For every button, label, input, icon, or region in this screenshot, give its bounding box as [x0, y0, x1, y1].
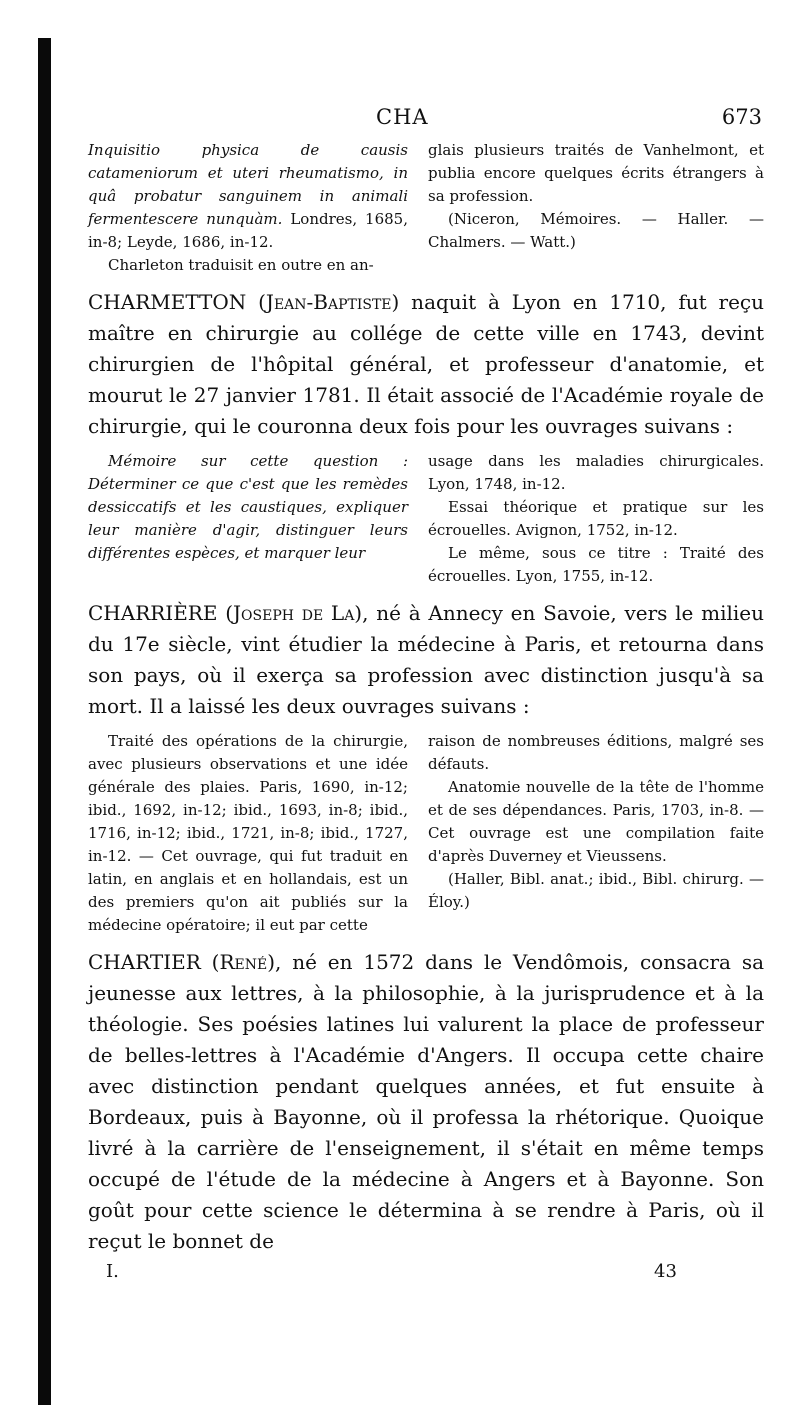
charmetton-work-2: Essai théorique et pratique sur les écrouelles. Avignon, 1752, in-12.: [428, 498, 764, 539]
entry-text: , né en 1572 dans le Vendômois, consacra sa jeunesse aux lettres, à la philosophie, à la jurisprudence et à la théologie. Ses poésies latines lui valurent la place de professeur de belles-lettres à l'Académie d'Angers. Il occupa cette chaire avec distinction pendant quelques années, et fut ensuite à Bordeaux, puis à Bayonne, où il professa la rhétorique. Quoique livré à la carrière de l'enseignement, il s'était en même temps occupé de l'étude de la médecine à Angers et à Bayonne. Son goût pour cette science le détermina à se rendre à Paris, où il reçut le bonnet de: [88, 950, 765, 1253]
charriere-work-1-cont: raison de nombreuses éditions, malgré ses défauts.: [428, 732, 764, 773]
book-spine-shadow: [38, 38, 51, 1405]
entry-given-name: (Joseph de La): [225, 601, 363, 625]
charleton-continuation: glais plusieurs traités de Vanhelmont, et publia encore quelques écrits étrangers à sa profession.: [428, 141, 764, 205]
charleton-note: Charleton traduisit en outre en an-: [108, 256, 374, 274]
charmetton-right-column: [428, 450, 764, 588]
charleton-sources: (Niceron, Mémoires. — Haller. — Chalmers. — Watt.): [428, 210, 764, 251]
entry-name: CHARRIÈRE: [88, 601, 218, 625]
charleton-columns: [88, 139, 764, 277]
charmetton-work-1: Mémoire sur cette question : Déterminer ce que c'est que les remèdes dessiccatifs et les caustiques, expliquer leur manière d'agir, distinguer leurs différentes espèces, et marquer leur: [88, 452, 408, 562]
charriere-work-1: Traité des opérations de la chirurgie, avec plusieurs observations et une idée générale des plaies. Paris, 1690, in-12; ibid., 1692, in-12; ibid., 1693, in-8; ibid., 1716, in-12; ibid., 1721, in-8; ibid., 1727, in-12. — Cet ouvrage, qui fut traduit en latin, en anglais et en hollandais, est un des premiers qu'on ait publiés sur la médecine opératoire; il eut par cette: [88, 732, 408, 934]
entry-name: CHARMETTON: [88, 290, 247, 314]
charmetton-work-3: Le même, sous ce titre : Traité des écrouelles. Lyon, 1755, in-12.: [428, 544, 764, 585]
page-footer: [88, 1261, 764, 1291]
entry-given-name: (René): [211, 950, 276, 974]
quire-number: 43: [654, 1261, 677, 1282]
signature-mark: I.: [106, 1261, 119, 1282]
entry-text: , né à Annecy en Savoie, vers le milieu du 17e siècle, vint étudier la médecine à Paris, et retourna dans son pays, où il exerça sa profession avec distinction jusqu'à sa mort. Il a laissé les deux ouvrages suivans :: [88, 601, 765, 718]
charriere-sources: (Haller, Bibl. anat.; ibid., Bibl. chirurg. — Éloy.): [428, 870, 764, 911]
charleton-work-title: Inquisitio physica de causis catameniorum et uteri rheumatismo, in quâ probatur sanguinem in animali fermentescere nunquàm.: [88, 141, 408, 228]
charriere-left-column: [88, 730, 408, 937]
charriere-right-column: [428, 730, 764, 937]
charleton-left-column: [88, 139, 408, 277]
charriere-columns: [88, 730, 764, 937]
entry-text: naquit à Lyon en 1710, fut reçu maître en chirurgie au collége de cette ville en 1743, devint chirurgien de l'hôpital général, et professeur d'anatomie, et mourut le 27 janvier 1781. Il était associé de l'Académie royale de chirurgie, qui le couronna deux fois pour les ouvrages suivans :: [88, 290, 764, 438]
entry-name: CHARTIER: [88, 950, 201, 974]
charmetton-left-column: [88, 450, 408, 588]
charleton-work-1: Inquisitio physica de causis catameniorum et uteri rheumatismo, in quâ probatur sanguinem in animali fermentescere nunquàm. Londres, 1685, in-8; Leyde, 1686, in-12.: [88, 141, 408, 251]
charmetton-work-1-cont: usage dans les maladies chirurgicales. Lyon, 1748, in-12.: [428, 452, 764, 493]
book-page: [88, 105, 764, 1291]
entry-charmetton: [88, 287, 764, 442]
entry-given-name: (Jean-Baptiste): [258, 290, 400, 314]
charriere-work-2: Anatomie nouvelle de la tête de l'homme et de ses dépendances. Paris, 1703, in-8. — Cet ouvrage est une compilation faite d'après Duverney et Vieussens.: [428, 778, 764, 865]
charleton-right-column: [428, 139, 764, 277]
entry-chartier: [88, 947, 764, 1257]
page-number: 673: [721, 105, 762, 129]
charmetton-columns: [88, 450, 764, 588]
running-head: CHA: [376, 105, 429, 129]
page-header: [88, 105, 764, 139]
entry-charriere: [88, 598, 764, 722]
